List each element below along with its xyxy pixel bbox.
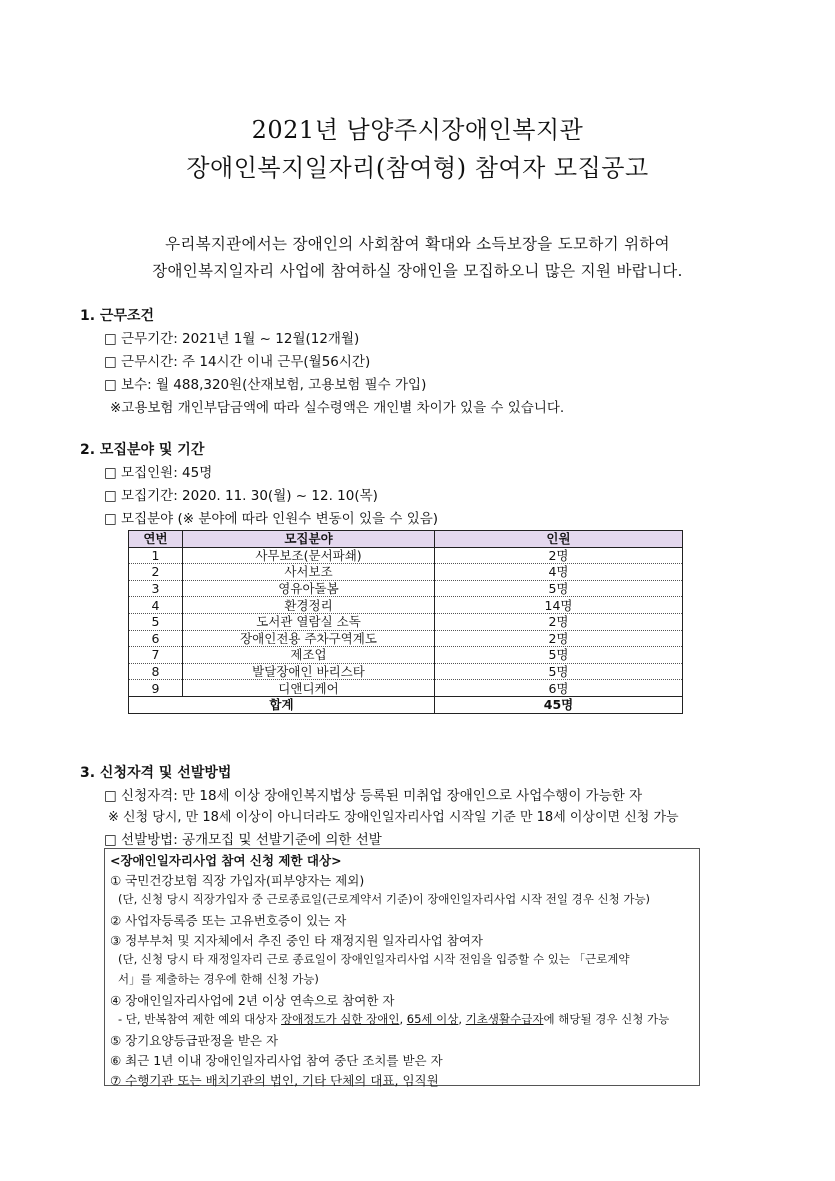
row-count: 4명 xyxy=(435,564,683,581)
table-row xyxy=(129,580,683,597)
table-row xyxy=(129,680,683,697)
restriction-line: ⑦ 수행기관 또는 배치기관의 법인, 기타 단체의 대표, 임직원 xyxy=(110,1073,439,1088)
exception-prefix: - 단, 반복참여 제한 예외 대상자 xyxy=(118,1012,282,1026)
section2-item: □ 모집분야 (※ 분야에 따라 인원수 변동이 있을 수 있음) xyxy=(104,511,439,527)
row-no: 8 xyxy=(129,663,183,680)
recruitment-table xyxy=(128,530,683,714)
row-count: 5명 xyxy=(435,647,683,664)
restriction-line: (단, 신청 당시 직장가입자 중 근로종료일(근로계약서 기준)이 장애인일자리사업 시작 전일 경우 신청 가능) xyxy=(118,892,651,906)
row-no: 4 xyxy=(129,597,183,614)
row-count: 14명 xyxy=(435,597,683,614)
row-count: 5명 xyxy=(435,580,683,597)
section1-item: □ 근무기간: 2021년 1월 ~ 12월(12개월) xyxy=(104,331,360,347)
restriction-line: 서」를 제출하는 경우에 한해 신청 가능) xyxy=(118,972,319,986)
row-no: 2 xyxy=(129,564,183,581)
table-row xyxy=(129,564,683,581)
table-total-row xyxy=(129,696,683,713)
exception-suffix: 에 해당될 경우 신청 가능 xyxy=(543,1012,670,1026)
restriction-exception xyxy=(118,1011,669,1027)
section1-item: □ 근무시간: 주 14시간 이내 근무(월56시간) xyxy=(104,354,371,370)
table-row xyxy=(129,547,683,564)
row-count: 5명 xyxy=(435,663,683,680)
row-field: 사서보조 xyxy=(183,564,435,581)
table-header-field: 모집분야 xyxy=(183,531,435,548)
table-header-no: 연번 xyxy=(129,531,183,548)
restriction-line: (단, 신청 당시 타 재정일자리 근로 종료일이 장애인일자리사업 시작 전임을 입증할 수 있는 「근로계약 xyxy=(118,952,630,966)
row-no: 9 xyxy=(129,680,183,697)
restriction-line: ⑤ 장기요양등급판정을 받은 자 xyxy=(110,1033,279,1048)
section1-note: ※고용보험 개인부담금액에 따라 실수령액은 개인별 차이가 있을 수 있습니다. xyxy=(110,400,565,416)
restriction-line: ⑥ 최근 1년 이내 장애인일자리사업 참여 중단 조치를 받은 자 xyxy=(110,1053,443,1068)
restriction-title: <장애인일자리사업 참여 신청 제한 대상> xyxy=(110,853,342,868)
row-field: 영유아돌봄 xyxy=(183,580,435,597)
row-no: 3 xyxy=(129,580,183,597)
row-field: 장애인전용 주차구역계도 xyxy=(183,630,435,647)
row-no: 1 xyxy=(129,547,183,564)
row-field: 사무보조(문서파쇄) xyxy=(183,547,435,564)
row-field: 디앤디케어 xyxy=(183,680,435,697)
table-header-count: 인원 xyxy=(435,531,683,548)
section2-item: □ 모집인원: 45명 xyxy=(104,465,213,481)
row-count: 2명 xyxy=(435,630,683,647)
table-header-row xyxy=(129,531,683,548)
page-title-line2: 장애인복지일자리(참여형) 참여자 모집공고 xyxy=(186,154,649,182)
restriction-line: ① 국민건강보험 직장 가입자(피부양자는 제외) xyxy=(110,873,365,888)
row-no: 7 xyxy=(129,647,183,664)
table-row xyxy=(129,597,683,614)
page-title-line1: 2021년 남양주시장애인복지관 xyxy=(251,116,584,144)
section1-heading: 1. 근무조건 xyxy=(80,308,155,324)
row-count: 6명 xyxy=(435,680,683,697)
exception-severe-disability: 장애정도가 심한 장애인 xyxy=(281,1012,400,1026)
table-row xyxy=(129,613,683,630)
exception-separator: , xyxy=(399,1012,407,1026)
row-field: 발달장애인 바리스타 xyxy=(183,663,435,680)
row-count: 2명 xyxy=(435,547,683,564)
section3-heading: 3. 신청자격 및 선발방법 xyxy=(80,765,232,781)
section3-note: ※ 신청 당시, 만 18세 이상이 아니더라도 장애인일자리사업 시작일 기준 만 18세 이상이면 신청 가능 xyxy=(108,810,679,825)
intro-line2: 장애인복지일자리 사업에 참여하실 장애인을 모집하오니 많은 지원 바랍니다. xyxy=(152,262,683,280)
total-label: 합계 xyxy=(129,696,435,713)
intro-line1: 우리복지관에서는 장애인의 사회참여 확대와 소득보장을 도모하기 위하여 xyxy=(165,235,670,253)
row-field: 도서관 열람실 소독 xyxy=(183,613,435,630)
table-row xyxy=(129,647,683,664)
exception-separator: , xyxy=(458,1012,466,1026)
total-value: 45명 xyxy=(435,696,683,713)
exception-basic-livelihood: 기초생활수급자 xyxy=(465,1012,544,1026)
table-row xyxy=(129,663,683,680)
restriction-line: ④ 장애인일자리사업에 2년 이상 연속으로 참여한 자 xyxy=(110,993,395,1008)
section1-item: □ 보수: 월 488,320원(산재보험, 고용보험 필수 가입) xyxy=(104,377,427,393)
exception-age-65: 65세 이상 xyxy=(406,1012,459,1026)
section2-heading: 2. 모집분야 및 기간 xyxy=(80,442,205,458)
row-field: 환경정리 xyxy=(183,597,435,614)
row-field: 제조업 xyxy=(183,647,435,664)
table-row xyxy=(129,630,683,647)
section3-item: □ 신청자격: 만 18세 이상 장애인복지법상 등록된 미취업 장애인으로 사업수행이 가능한 자 xyxy=(104,788,643,804)
row-no: 6 xyxy=(129,630,183,647)
section3-item: □ 선발방법: 공개모집 및 선발기준에 의한 선발 xyxy=(104,832,382,848)
row-no: 5 xyxy=(129,613,183,630)
section2-item: □ 모집기간: 2020. 11. 30(월) ~ 12. 10(목) xyxy=(104,488,378,504)
restriction-line: ② 사업자등록증 또는 고유번호증이 있는 자 xyxy=(110,913,347,928)
restriction-line: ③ 정부부처 및 지자체에서 추진 중인 타 재정지원 일자리사업 참여자 xyxy=(110,933,483,948)
row-count: 2명 xyxy=(435,613,683,630)
